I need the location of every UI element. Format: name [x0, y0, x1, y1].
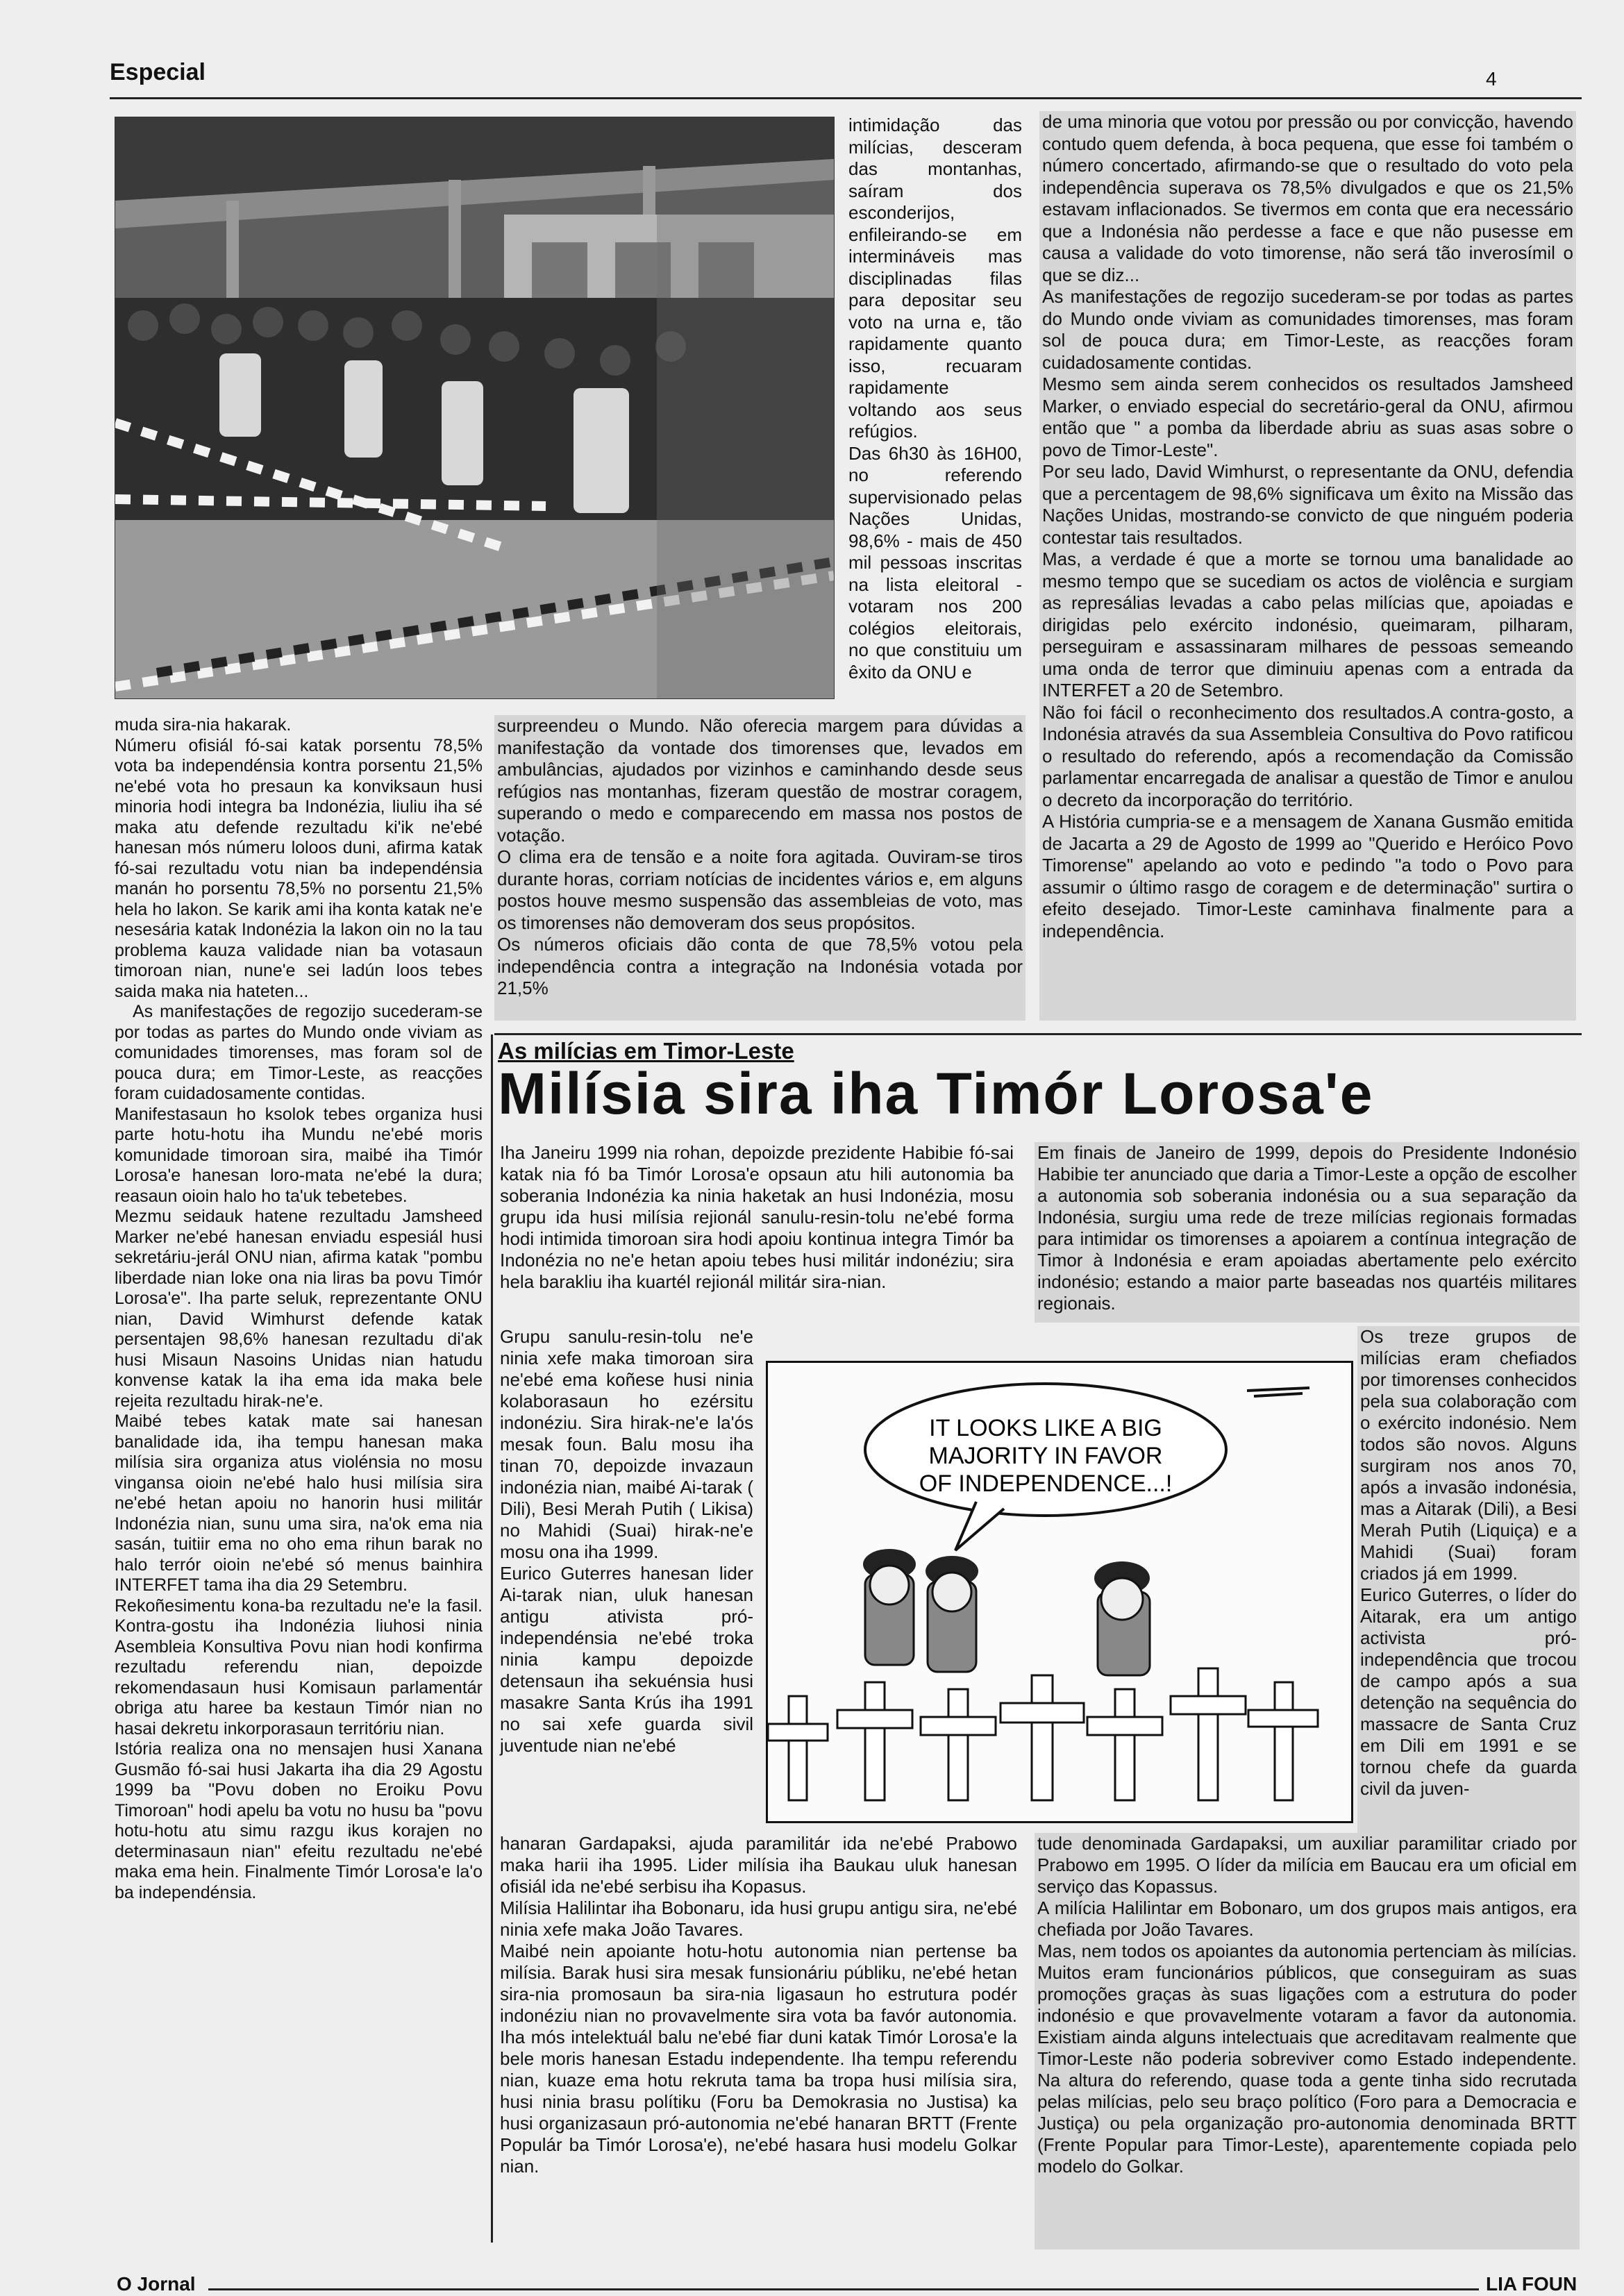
bubble-line-2: MAJORITY IN FAVOR: [928, 1443, 1163, 1469]
paragraph: O clima era de tensão e a noite fora agitada. Ouviram-se tiros durante horas, corriam notícias de incidentes vários e, em alguns postos houve mesmo suspensão das assembleias de voto, mas os timorenses não demoveram dos seus propósitos.: [497, 846, 1023, 933]
paragraph: Iha Janeiru 1999 nia rohan, depoizde prezidente Habibie fó-sai katak nia fó ba Timór Lorosa'e opsaun atu hili autonomia ba soberania Indonézia ka ninia haketak an husi Indonézia, mosu grupu ida husi milísia rejionál sanulu-resin-tolu ne'ebé forma hodi intimida timoroan sira hodi apoiu kontinua integra Timór ba Indonézia no ne'e hetan apoiu tebes husi militár indonéziu; sira hela barakliu iha kuartél rejionál militár sira-nian.: [500, 1142, 1014, 1292]
article-headline: Milísia sira iha Timór Lorosa'e: [498, 1061, 1374, 1126]
paragraph: A milícia Halilintar em Bobonaro, um dos grupos mais antigos, era chefiada por João Tavares.: [1037, 1897, 1577, 1940]
bubble-line-3: OF INDEPENDENCE...!: [919, 1470, 1173, 1497]
page-number: 4: [1486, 68, 1497, 90]
paragraph: Númeru ofisiál fó-sai katak porsentu 78,5% vota ba independénsia kontra porsentu 21,5% ne'ebé vota ho presaun ka konviksaun husi minoria hodi integra ba Indonézia, liuliu iha sé maka atu defende rezultadu ki'ik ne'ebé hanesan mós númeru loloos duni, afirma katak fó-sai rezultadu votu nian ba independénsia manán ho porsentu 78,5% no porsentu 21,5% hela ho lakon. Se karik ami iha konta katak ne'e nesesária katak Indonézia la lakon oin no la tau problema kauza validade nian ba votasaun timoroan nian, nune'e sei ladún loos tebes saida maka nia hateten...: [115, 735, 483, 1001]
paragraph: Istória realiza ona no mensajen husi Xanana Gusmão fó-sai husi Jakarta iha dia 29 Agostu 1999 ba "Povu doben no Eroiku Povu Timoroan" hodi apelu ba votu no husu ba "povu hotu-hotu atu simu razgu ikus korajen no determinasaun nian" efeitu rezultadu ne'ebé maka ema hein. Finalmente Timór Lorosa'e la'o ba independénsia.: [115, 1739, 483, 1902]
paragraph: Os números oficiais dão conta de que 78,5% votou pela independência contra a integração na Indonésia votada por 21,5%: [497, 934, 1023, 998]
paragraph: Mezmu seidauk hatene rezultadu Jamsheed Marker ne'ebé hanesan enviadu espesiál husi sekretáriu-jerál ONU nian, afirma katak "pombu liberdade nian loke ona nia liras ba povu Timór Lorosa'e". Iha parte seluk, reprezentante ONU nian, David Wimhurst defende katak persentajen 98,6% hanesan rezultadu di'ak husi Misaun Nasoins Unidas nian hatudu konvense katak la iha ema ida maka bele rejeita rezultadu hirak-ne'e.: [115, 1207, 483, 1411]
paragraph: Das 6h30 às 16H00, no referendo supervisionado pelas Nações Unidas, 98,6% - mais de 450 mil pessoas inscritas na lista eleitoral - votaram nos 200 colégios eleitorais, no que constituiu um êxito da ONU e: [848, 442, 1022, 682]
paragraph: Mesmo sem ainda serem conhecidos os resultados Jamsheed Marker, o enviado especial do secretário-geral da ONU, afirmou então que " a pomba da liberdade abriu as suas asas sobre o povo de Timor-Leste".: [1042, 374, 1573, 460]
portuguese-top-column: [1039, 111, 1576, 1021]
paragraph: Os treze grupos de milícias eram chefiados por timorenses conhecidos pela sua colaboração com o exército indonésio. Nem todos são novos. Alguns surgiram nos anos 70, após a invasão indonésia, mas a Aitarak (Dili), a Besi Merah Putih (Liquiça) e a Mahidi (Suai) foram criados já em 1999.: [1360, 1326, 1577, 1584]
paragraph: Eurico Guterres, o líder do Aitarak, era um antigo activista pró-independência que trocou de campo após a sua detenção na sequência do massacre de Santa Cruz em Dili em 1991 e se tornou chefe da guarda civil da juven-: [1360, 1584, 1577, 1799]
header-rule: [110, 97, 1582, 99]
paragraph: surpreendeu o Mundo. Não oferecia margem para dúvidas a manifestação da vontade dos timorenses que, levados em ambulâncias, ajudados por vizinhos e caminhando desde seus refúgios nas montanhas, fizeram questão de mostrar coragem, superando o medo e comparecendo em massa nos postos de votação.: [497, 715, 1023, 846]
paragraph: intimidação das milícias, desceram das montanhas, saíram dos esconderijos, enfileirando-se em intermináveis mas disciplinadas filas para depositar seu voto na urna e, tão rapidamente quanto isso, recuaram rapidamente voltando aos seus refúgios.: [848, 115, 1022, 442]
photo-illustration: [115, 117, 834, 698]
paragraph: As manifestações de regozijo sucederam-se por todas as partes do Mundo onde viviam as comunidades timorenses, mas foram sol de pouca dura; em Timor-Leste, as reacções foram cuidadosamente contidas.: [115, 1002, 483, 1103]
paragraph: Mas, nem todos os apoiantes da autonomia pertenciam às milícias. Muitos eram funcionários públicos, que conseguiram as suas promoções graças às suas ligações com a estrutura do poder indonésio e que provavelmente votaram a favor da autonomia. Existiam ainda alguns intelectuais que acreditavam realmente que Timor-Leste não poderia sobreviver como Estado independente. Na altura do referendo, quase toda a gente tinha sido recrutada pelas milícias, pelo seu braço político (Foro para a Democracia e Justiça) ou pela organização pro-autonomia denominada BRTT (Frente Popular para Timor-Leste), aparentemente copiada pelo modelo do Golkar.: [1037, 1941, 1577, 2177]
portuguese-middle-column: [494, 715, 1026, 1021]
tetum-bottom-column: [500, 1833, 1017, 2177]
section-label: Especial: [110, 59, 206, 85]
paragraph: Grupu sanulu-resin-tolu ne'e ninia xefe maka timoroan sira ne'ebé ema koñese husi ninia kolaborasaun ho ezérsitu indonéziu. Sira hirak-ne'e la'ós mesak foun. Balu mosu iha tinan 70, depoizde invazaun indonézia nian, maibé Ai-tarak ( Dili), Besi Merah Putih ( Likisa) no Mahidi (Suai) hirak-ne'e mosu ona iha 1999.: [500, 1326, 753, 1562]
paragraph: Mas, a verdade é que a morte se tornou uma banalidade ao mesmo tempo que se sucediam os actos de violência e surgiam as represálias levadas a cabo pelas milícias que, apoiadas e dirigidas pelo exército indonésio, queimaram, pilharam, perseguiram e assassinaram milhares de pessoas semeando uma onda de terror que diminuiu apenas com a entrada da INTERFET a 20 de Setembro.: [1042, 548, 1573, 701]
paragraph: muda sira-nia hakarak.: [115, 715, 292, 735]
paragraph: Eurico Guterres hanesan lider Ai-tarak nian, uluk hanesan antigu ativista pró-independénsia ne'ebé troka ninia kampu depoizde detensaun iha sekuénsia husi masakre Santa Krús iha 1991 no sai xefe guarda sivil juventude nian ne'ebé: [500, 1563, 753, 1756]
paragraph: Não foi fácil o reconhecimento dos resultados.A contra-gosto, a Indonésia através da sua Assembleia Consultiva do Povo ratificou o resultado do referendo, após a recomendação da Comissão parlamentar encarregada de analisar a questão de Timor e anulou o decreto da incorporação do território.: [1042, 701, 1573, 810]
paragraph: Maibé tebes katak mate sai hanesan banalidade ida, iha tempu hanesan maka milísia sira organiza atus violénsia no mosu vingansa oioin ne'ebé halo husi milísia sira ne'ebé hetan apoiu no hanorin husi militár Indonézia nian, sunu uma sira, na'ok ema nia sasán, tuitiir ema no oho ema rihun barak no halo terrór oioin ne'ebé só menus bainhira INTERFET tama iha dia 29 Setembru.: [115, 1411, 483, 1595]
paragraph: As manifestações de regozijo sucederam-se por todas as partes do Mundo onde viviam as comunidades timorenses, mas foram sol de pouca dura; em Timor-Leste, as reacções foram cuidadosamente contidas.: [1042, 286, 1573, 373]
paragraph: tude denominada Gardapaksi, um auxiliar paramilitar criado por Prabowo em 1995. O líder da milícia em Baucau era um oficial em serviço das Kopassus.: [1037, 1833, 1577, 1897]
paragraph: de uma minoria que votou por pressão ou por convicção, havendo contudo quem defenda, à boca pequena, que esse foi também o número concertado, afirmando-se que o resultado do voto pela independência superava os 78,5% divulgados e que os 21,5% estavam inflacionados. Se tivermos em conta que era necessário que a Indonésia não perdesse a face e que não pusesse em causa a validade do voto timorense, não será tão inverosímil o que se diz...: [1042, 111, 1573, 285]
tetum-side-column: [500, 1326, 753, 1757]
paragraph: Milísia Halilintar iha Bobonaru, ida husi grupu antigu sira, ne'ebé ninia xefe maka João Tavares.: [500, 1897, 1017, 1940]
portuguese-side-column: [1357, 1326, 1580, 1833]
tetum-left-column: [115, 715, 483, 1903]
article-rule: [494, 1033, 1582, 1035]
portuguese-bottom-column: [1035, 1833, 1580, 2249]
paragraph: Maibé nein apoiante hotu-hotu autonomia nian pertense ba milísia. Barak husi sira mesak funsionáriu públiku, ne'ebé hetan sira-nia promosaun ba sira-nia ligasaun ho estrutura podér indonéziu nian no provavelmente sira vota ba favór autonomia. Iha mós intelektuál balu ne'ebé fiar duni katak Timór Lorosa'e la bele moris hanesan Estadu independente. Iha tempu referendu nian, kuaze ema hotu rekruta tama ba tropa husi milísia sira, husi ninia brasu polítiku (Foru ba Demokrasia no Justisa) ka husi organizasaun pró-autonomia ne'ebé hanaran BRTT (Frente Populár ba Timór Lorosa'e), ne'ebé hasara husi modelu Golkar nian.: [500, 1941, 1017, 2177]
portuguese-intro: [1035, 1142, 1580, 1323]
column-divider: [491, 1034, 493, 2243]
paragraph: Por seu lado, David Wimhurst, o representante da ONU, defendia que a percentagem de 98,6% significava um êxito na Missão das Nações Unidas, mostrando-se convicto de que ninguém poderia contestar tais resultados.: [1042, 461, 1573, 548]
cartoon-illustration: [768, 1363, 1347, 1817]
photo-side-column: [848, 115, 1022, 683]
paragraph: hanaran Gardapaksi, ajuda paramilitár ida ne'ebé Prabowo maka harii iha 1995. Lider milísia iha Baukau uluk hanesan ofisiál ida ne'ebé serbisu iha Kopasus.: [500, 1833, 1017, 1897]
paragraph: Em finais de Janeiro de 1999, depois do Presidente Indonésio Habibie ter anunciado que daria a Timor-Leste a opção de escolher a autonomia sob soberania indonésia ou a sua separação da Indonésia, surgiu uma rede de treze milícias regionais formadas para intimidar os timorenses a apoiarem a contínua integração de Timor à Indonésia e eram apoiadas abertamente pelo exército indonésio; estando a maior parte baseadas nos quartéis militares regionais.: [1037, 1142, 1577, 1314]
editorial-cartoon: [766, 1361, 1353, 1823]
article-kicker: As milícias em Timor-Leste: [498, 1038, 794, 1064]
paragraph: A História cumpria-se e a mensagem de Xanana Gusmão emitida de Jacarta a 29 de Agosto de 1999 ao "Querido e Heróico Povo Timorense" apelando ao voto e pedindo "a todo o Povo para assumir o último rasgo de coragem e de determinação" surtira o efeito desejado. Timor-Leste caminhava finalmente para a independência.: [1042, 811, 1573, 941]
voters-queue-photo: [115, 117, 835, 699]
paragraph: Manifestasaun ho ksolok tebes organiza husi parte hotu-hotu iha Mundu ne'ebé moris komunidade timoroan sira, maibé iha Timór Lorosa'e hanesan loro-mata ne'ebé la dura; reasaun oioin halo ho ta'uk tebetebes.: [115, 1104, 483, 1206]
footer-rule: [208, 2288, 1479, 2290]
bubble-line-1: IT LOOKS LIKE A BIG: [929, 1415, 1162, 1441]
tetum-intro: [500, 1142, 1014, 1293]
footer-right-label: LIA FOUN: [1486, 2273, 1577, 2295]
paragraph: Rekoñesimentu kona-ba rezultadu ne'e la fasil. Kontra-gostu iha Indonézia liuhosi ninia Asembleia Konsultiva Povu nian hodi konfirma rezultadu referendu nian, depoizde rekomendasaun husi Komisaun parlamentár obriga atu haree ba kestaun Timór nian no hasai dekretu inkorporasaun territóriu nian.: [115, 1595, 483, 1738]
footer-publication: O Jornal: [117, 2273, 196, 2295]
